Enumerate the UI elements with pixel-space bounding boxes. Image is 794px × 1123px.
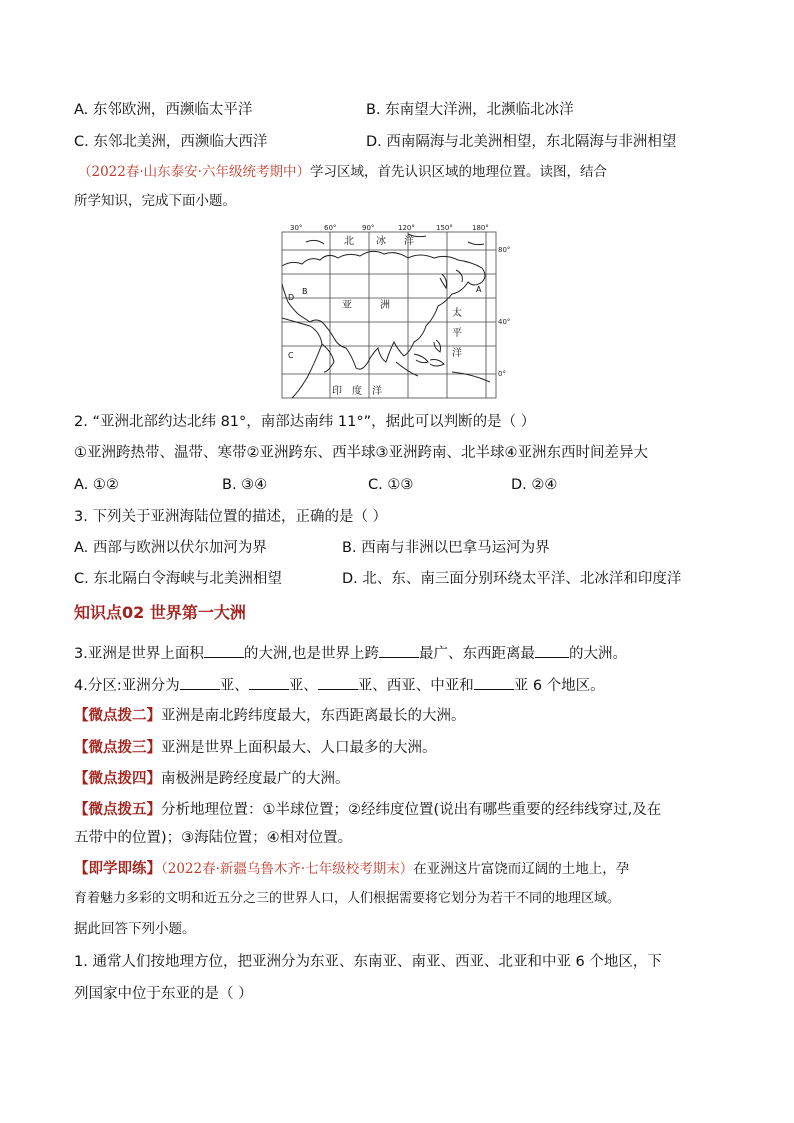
fill3-text-1: 3.亚洲是世界上面积 [74, 646, 204, 662]
q3-option-c: C. 东北隔白令海峡与北美洲相望 [74, 571, 282, 587]
tip-item [74, 739, 437, 757]
lon-tick: 120° [398, 224, 415, 232]
tip-label: 【微点拨三】 [74, 740, 161, 756]
q2-option-d: D. ②④ [511, 477, 558, 493]
indian-label-1: 印 [332, 386, 342, 397]
fill4-text-1: 4.分区:亚洲分为 [74, 678, 180, 694]
lon-tick: 180° [472, 224, 489, 232]
practice-line-2: 育着魅力多彩的文明和近五分之三的世界人口，人们根据需要将它划分为若干不同的地理区域。 [74, 891, 621, 906]
fill4-text-4: 亚、西亚、中亚和 [357, 678, 474, 694]
intro-source: （2022春·山东泰安·六年级统考期中） [78, 164, 310, 180]
lon-tick: 60° [324, 224, 337, 232]
prev-option-a: A. 东邻欧洲，西濒临太平洋 [74, 102, 253, 118]
practice-line-1 [74, 860, 629, 878]
fill3-text-2: 的大洲,也是世界上跨 [243, 646, 379, 662]
point-d-label: D [288, 293, 295, 302]
indian-label-2: 度 [352, 386, 362, 397]
lat-tick: 0° [498, 370, 506, 378]
tip-item [74, 707, 466, 725]
tip-text: 亚洲是南北跨纬度最大，东西距离最长的大洲。 [161, 708, 466, 724]
answer-blank[interactable] [318, 675, 358, 690]
intro-text-1: 学习区域，首先认识区域的地理位置。读图，结合 [309, 164, 607, 180]
q2-options [74, 476, 558, 494]
pacific-label-3: 洋 [452, 348, 462, 359]
lat-tick: 80° [498, 246, 511, 254]
prev-options-row-1 [74, 101, 574, 119]
fill3-text-4: 的大洲。 [568, 646, 627, 662]
arctic-label-1: 北 [344, 236, 354, 247]
q1-stem-line-1: 1. 通常人们按地理方位，把亚洲分为东亚、东南亚、南亚、西亚、北亚和中亚 6 个地区，下 [74, 954, 662, 970]
tip-text: 亚洲是世界上面积最大、人口最多的大洲。 [161, 740, 437, 756]
answer-blank[interactable] [204, 643, 244, 658]
asia-label-1: 亚 [342, 300, 352, 311]
fill4-text-2: 亚、 [219, 678, 249, 694]
tip-label: 【微点拨五】 [74, 802, 161, 818]
knowledge-point-heading: 知识点02 世界第一大洲 [74, 603, 246, 622]
practice-text-1: 在亚洲这片富饶而辽阔的土地上，孕 [413, 861, 630, 877]
fill3-text-3: 最广、东西距离最 [418, 646, 535, 662]
practice-label: 【即学即练】 [74, 861, 161, 877]
q1-stem-line-2: 列国家中位于东亚的是（ ） [74, 986, 253, 1002]
tip-label: 【微点拨四】 [74, 771, 161, 787]
lon-tick: 90° [362, 224, 375, 232]
prev-option-b: B. 东南望大洋洲，北濒临北冰洋 [366, 102, 574, 118]
tip-5-continuation: 五带中的位置)；③海陆位置；④相对位置。 [74, 830, 353, 846]
fill-question-3 [74, 643, 627, 663]
tip-text: 南极洲是跨经度最广的大洲。 [161, 771, 350, 787]
answer-blank[interactable] [379, 643, 419, 658]
q2-option-b: B. ③④ [222, 477, 268, 493]
answer-blank[interactable] [535, 643, 569, 658]
pacific-label-2: 平 [452, 328, 462, 339]
tip-item [74, 770, 350, 788]
q3-option-a: A. 西部与欧洲以伏尔加河为界 [74, 540, 267, 556]
fill-question-4 [74, 675, 605, 695]
q3-option-d: D. 北、东、南三面分别环绕太平洋、北冰洋和印度洋 [342, 571, 682, 587]
q2-statements: ①亚洲跨热带、温带、寒带②亚洲跨东、西半球③亚洲跨南、北半球④亚洲东西时间差异大 [74, 445, 648, 461]
intro-text-2: 所学知识，完成下面小题。 [74, 193, 236, 209]
q3-stem: 3. 下列关于亚洲海陆位置的描述，正确的是（ ） [74, 509, 388, 525]
fill4-text-3: 亚、 [288, 678, 318, 694]
lon-tick: 30° [290, 224, 303, 232]
q3-options-row-1 [74, 539, 550, 557]
asia-map [276, 222, 516, 404]
lon-tick: 150° [436, 224, 453, 232]
prev-option-c: C. 东邻北美洲，西濒临大西洋 [74, 134, 268, 150]
indian-label-3: 洋 [372, 386, 382, 397]
intro-line-2 [74, 192, 236, 210]
answer-blank[interactable] [249, 675, 289, 690]
fill4-text-5: 亚 6 个地区。 [513, 678, 605, 694]
q2-option-a: A. ①② [74, 477, 119, 493]
tip-text: 分析地理位置：①半球位置；②经纬度位置(说出有哪些重要的经纬线穿过,及在 [161, 802, 662, 818]
lat-tick: 40° [498, 318, 511, 326]
intro-line-1 [78, 163, 607, 181]
practice-source: （2022春·新疆乌鲁木齐·七年级校考期末） [161, 861, 414, 877]
point-b-label: B [302, 287, 308, 296]
q2-stem: 2. “亚洲北部约达北纬 81°，南部达南纬 11°”，据此可以判断的是（ ） [74, 414, 536, 430]
prev-option-d: D. 西南隔海与北美洲相望，东北隔海与非洲相望 [366, 134, 677, 150]
point-a-label: A [476, 285, 482, 294]
practice-line-3: 据此回答下列小题。 [74, 921, 196, 937]
q2-option-c: C. ①③ [368, 477, 414, 493]
pacific-label-1: 太 [452, 308, 462, 319]
answer-blank[interactable] [474, 675, 514, 690]
arctic-label-3: 洋 [404, 236, 414, 247]
arctic-label-2: 冰 [376, 236, 386, 247]
q3-option-b: B. 西南与非洲以巴拿马运河为界 [342, 540, 550, 556]
q3-options-row-2 [74, 570, 682, 588]
tip-label: 【微点拨二】 [74, 708, 161, 724]
answer-blank[interactable] [180, 675, 220, 690]
asia-label-2: 洲 [380, 300, 390, 311]
tip-item [74, 801, 661, 819]
prev-options-row-2 [74, 133, 677, 151]
point-c-label: C [288, 351, 294, 360]
